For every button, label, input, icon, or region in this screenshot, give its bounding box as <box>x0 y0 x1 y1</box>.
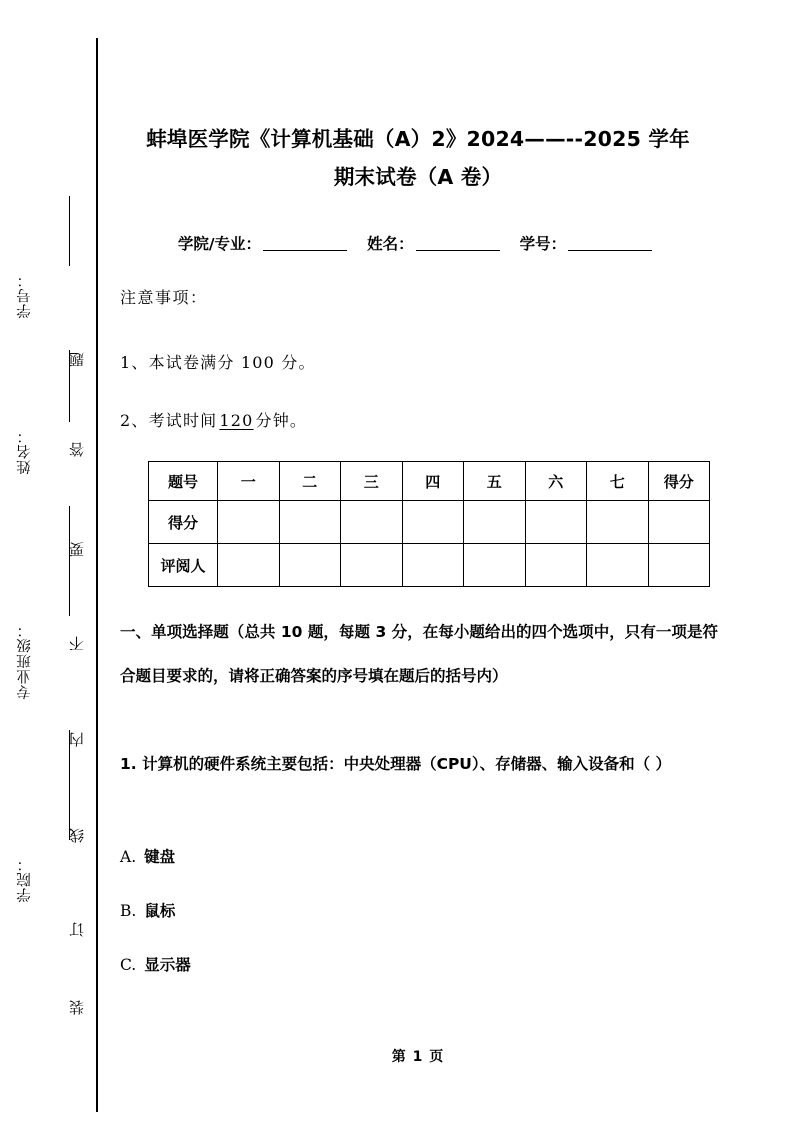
question-1-option-a[interactable] <box>120 845 718 867</box>
college-major-field[interactable] <box>263 250 347 251</box>
notes-item-2 <box>120 408 307 431</box>
seal-char-5: 内 <box>68 732 86 747</box>
score-table-header-5: 五 <box>464 462 526 501</box>
notes-item-1: 1、本试卷满分 100 分。 <box>120 353 316 372</box>
score-row-label-0: 得分 <box>149 501 218 544</box>
score-table-header-2: 二 <box>279 462 341 501</box>
score-cell-0-7[interactable] <box>648 501 710 544</box>
seal-char-2: 答 <box>68 442 86 457</box>
binding-seal-column <box>66 0 96 1122</box>
seal-char-1: 题 <box>68 352 86 367</box>
score-table-header-4: 四 <box>402 462 464 501</box>
score-table-header-8: 得分 <box>648 462 710 501</box>
score-cell-0-0[interactable] <box>218 501 280 544</box>
option-c-text: 显示器 <box>144 956 191 974</box>
seal-char-6: 线 <box>68 828 86 843</box>
page-title <box>118 120 718 196</box>
margin-label-name: 姓名： <box>17 428 33 475</box>
question-1-option-b[interactable] <box>120 899 718 921</box>
question-1-stem: 1. 计算机的硬件系统主要包括：中央处理器（CPU）、存储器、输入设备和（ ） <box>120 755 672 773</box>
binding-margin-labels <box>14 0 70 1122</box>
exam-content <box>118 0 718 1122</box>
option-b-text: 鼠标 <box>144 902 176 920</box>
score-cell-1-7[interactable] <box>648 544 710 587</box>
notes-item-2-suffix: 分钟。 <box>255 411 308 430</box>
score-cell-0-3[interactable] <box>402 501 464 544</box>
table-row <box>149 501 710 544</box>
score-cell-1-1[interactable] <box>279 544 341 587</box>
score-cell-0-4[interactable] <box>464 501 526 544</box>
name-label: 姓名： <box>367 235 414 253</box>
score-cell-0-2[interactable] <box>341 501 403 544</box>
score-cell-0-6[interactable] <box>587 501 649 544</box>
question-1-option-c[interactable] <box>120 953 718 975</box>
notes-heading: 注意事项： <box>120 288 208 307</box>
score-cell-1-6[interactable] <box>587 544 649 587</box>
student-id-label: 学号： <box>519 235 567 253</box>
score-cell-0-1[interactable] <box>279 501 341 544</box>
score-table-header-0: 题号 <box>149 462 218 501</box>
score-table-header-6: 六 <box>525 462 587 501</box>
margin-label-college: 学院： <box>17 856 33 903</box>
seal-char-8: 装 <box>68 1000 86 1015</box>
seal-char-7: 订 <box>68 922 86 937</box>
binding-vertical-line <box>96 38 98 1112</box>
score-cell-1-4[interactable] <box>464 544 526 587</box>
table-row-header <box>149 462 710 501</box>
page-title-line2: 期末试卷（A 卷） <box>333 165 503 189</box>
exam-duration-value: 120 <box>219 411 254 430</box>
option-a-mark: A. <box>120 848 137 866</box>
table-row <box>149 544 710 587</box>
option-c-mark: C. <box>120 956 137 974</box>
score-table-header-1: 一 <box>218 462 280 501</box>
score-cell-1-5[interactable] <box>525 544 587 587</box>
score-row-label-1: 评阅人 <box>149 544 218 587</box>
score-table <box>148 461 710 587</box>
score-table-header-7: 七 <box>587 462 649 501</box>
option-b-mark: B. <box>120 902 137 920</box>
score-cell-1-0[interactable] <box>218 544 280 587</box>
margin-label-student-id: 学号： <box>17 272 33 319</box>
page-title-line1: 蚌埠医学院《计算机基础（A）2》2024——--2025 学年 <box>146 127 690 151</box>
section-heading-1: 一、单项选择题（总共 10 题，每题 3 分，在每小题给出的四个选项中，只有一项是符合题目要求的，请将正确答案的序号填在题后的括号内） <box>120 623 718 685</box>
option-a-text: 键盘 <box>144 848 176 866</box>
score-cell-1-3[interactable] <box>402 544 464 587</box>
page-footer: 第 1 页 <box>391 1049 445 1065</box>
name-field[interactable] <box>416 250 500 251</box>
score-table-header-3: 三 <box>341 462 403 501</box>
identity-line <box>118 232 718 254</box>
student-id-field[interactable] <box>568 250 652 251</box>
score-cell-1-2[interactable] <box>341 544 403 587</box>
seal-char-3: 要 <box>68 542 86 557</box>
score-cell-0-5[interactable] <box>525 501 587 544</box>
college-major-label: 学院/专业： <box>177 235 262 253</box>
notes-item-2-prefix: 2、考试时间 <box>120 411 218 430</box>
margin-label-class: 专业班级： <box>17 622 33 700</box>
seal-char-4: 不 <box>68 636 86 651</box>
